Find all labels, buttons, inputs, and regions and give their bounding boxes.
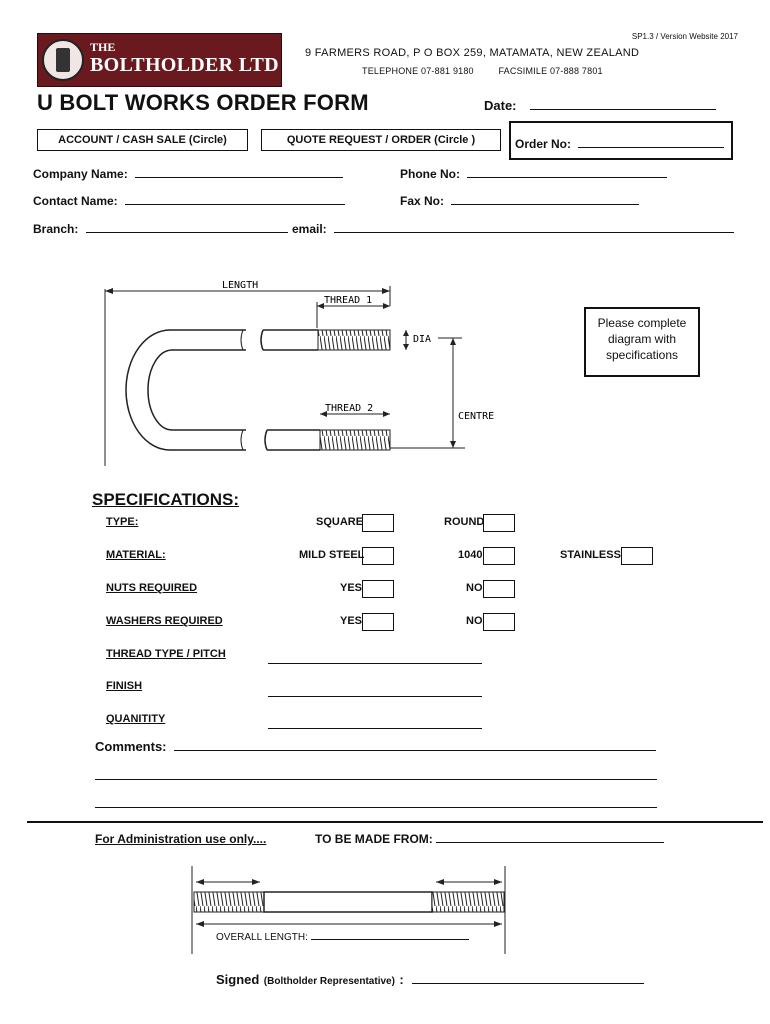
stainless-label: STAINLESS [560,549,621,561]
signed-field[interactable] [216,971,644,989]
rep-label: (Boltholder Representative) [263,976,395,987]
nuts-required-label: NUTS REQUIRED [106,582,198,594]
comments-line-3[interactable] [95,797,657,808]
round-checkbox[interactable] [483,514,515,532]
length-label: LENGTH [222,280,259,291]
washers-yes-checkbox[interactable] [362,613,394,631]
facsimile: FACSIMILE 07-888 7801 [498,66,603,76]
fax-label: Fax No: [400,194,445,208]
dia-label: DIA [413,334,432,345]
company-logo [37,33,282,87]
stainless-checkbox[interactable] [621,547,653,565]
date-label: Date: [484,98,517,113]
mild-steel-checkbox[interactable] [362,547,394,565]
version-text: SP1.3 / Version Website 2017 [631,32,738,41]
company-name-label: Company Name: [33,167,128,181]
quantity-input[interactable] [268,716,482,729]
phone-field[interactable] [400,167,667,181]
nuts-yes-checkbox[interactable] [362,580,394,598]
order-no-label: Order No: [515,137,572,151]
comments-field[interactable] [95,739,656,754]
centre-label: CENTRE [458,411,495,422]
branch-field[interactable] [33,222,288,236]
signed-colon: : [399,972,404,987]
finish-label: FINISH [106,680,143,692]
admin-divider [27,821,763,823]
comments-line-2[interactable] [95,769,657,780]
nuts-no-checkbox[interactable] [483,580,515,598]
made-from-field[interactable] [315,832,664,846]
phone-label: Phone No: [400,167,460,181]
company-name-field[interactable] [33,167,343,181]
quote-order-box[interactable]: QUOTE REQUEST / ORDER (Circle ) [261,129,501,151]
square-checkbox[interactable] [362,514,394,532]
nuts-no-label: NO [466,582,483,594]
grade-1040-label: 1040 [458,549,483,561]
comments-label: Comments: [95,739,167,754]
thread-type-label: THREAD TYPE / PITCH [106,648,226,660]
logo-name: BOLTHOLDER LTD [90,54,279,76]
logo-the: THE [90,40,116,54]
contact-name-field[interactable] [33,194,345,208]
contact-numbers [362,66,625,76]
round-label: ROUND [444,516,485,528]
email-field[interactable] [292,222,734,236]
washers-required-label: WASHERS REQUIRED [106,615,223,627]
company-address: 9 FARMERS ROAD, P O BOX 259, MATAMATA, NEW ZEALAND [305,47,640,59]
washers-no-checkbox[interactable] [483,613,515,631]
specifications-title: SPECIFICATIONS: [92,490,240,509]
mild-steel-label: MILD STEEL [299,549,365,561]
overall-length-label: OVERALL LENGTH: [216,932,308,943]
thread-type-input[interactable] [268,651,482,664]
form-title: U BOLT WORKS ORDER FORM [37,90,369,115]
grade-1040-checkbox[interactable] [483,547,515,565]
square-label: SQUARE [316,516,364,528]
type-label: TYPE: [106,516,139,528]
bolt-logo-icon [42,39,84,81]
nuts-yes-label: YES [340,582,363,594]
overall-length-field[interactable] [216,932,469,943]
telephone: TELEPHONE 07-881 9180 [362,66,474,76]
diagram-note: Please complete diagram with specifications [584,307,700,377]
quantity-label: QUANITITY [106,713,166,725]
order-number-box[interactable] [509,121,733,160]
material-label: MATERIAL: [106,549,166,561]
contact-name-label: Contact Name: [33,194,118,208]
washers-no-label: NO [466,615,483,627]
fax-field[interactable] [400,194,639,208]
made-from-label: TO BE MADE FROM: [315,832,433,846]
branch-label: Branch: [33,222,79,236]
thread1-label: THREAD 1 [324,295,373,306]
signed-label: Signed [216,972,260,987]
thread2-label: THREAD 2 [325,403,374,414]
admin-use-label: For Administration use only.... [95,832,267,846]
date-field[interactable] [484,98,716,113]
u-bolt-diagram [100,276,500,470]
email-label: email: [292,222,327,236]
finish-input[interactable] [268,684,482,697]
account-cash-sale-box[interactable]: ACCOUNT / CASH SALE (Circle) [37,129,248,151]
washers-yes-label: YES [340,615,363,627]
